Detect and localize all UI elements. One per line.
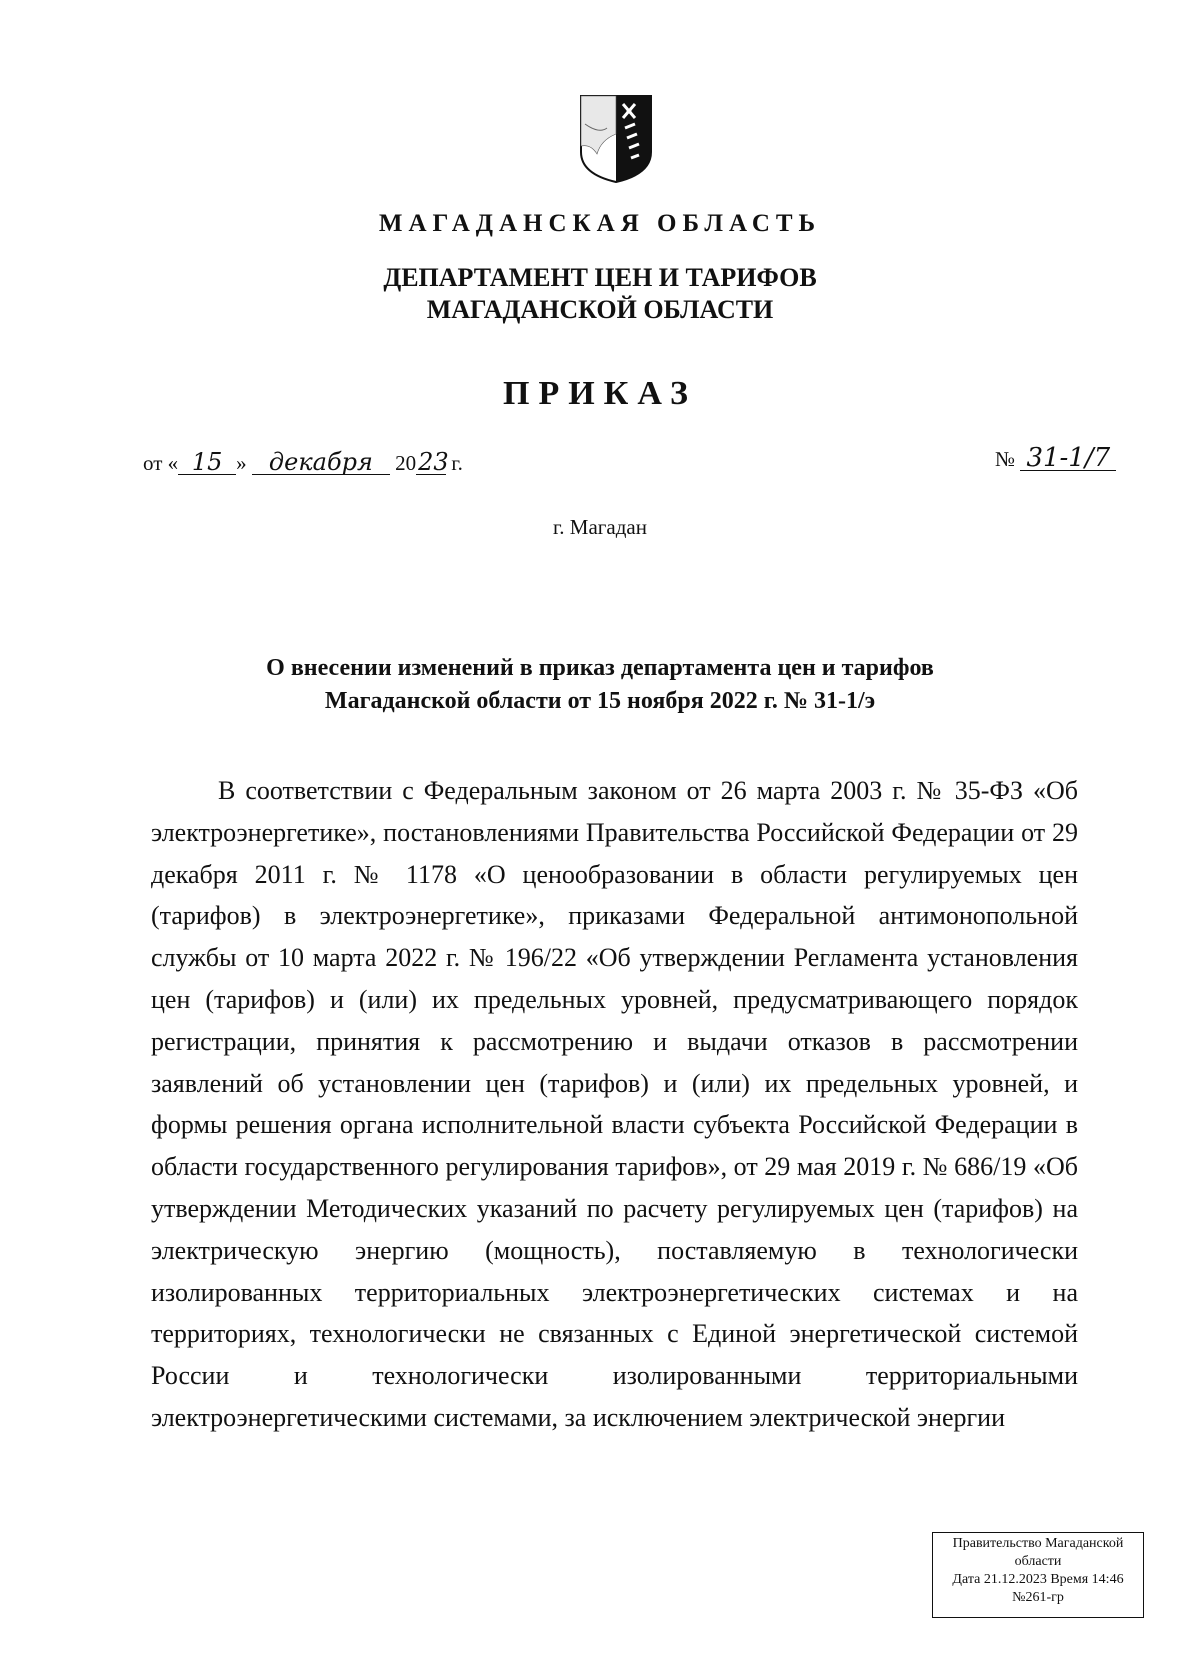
stamp-line-2: области	[1014, 1554, 1062, 1569]
document-type-title: ПРИКАЗ	[503, 375, 697, 412]
subject-line-2: Магаданской области от 15 ноября 2022 г. № 31-1/э	[324, 688, 876, 714]
order-date	[143, 450, 463, 476]
date-year-prefix: 20	[395, 451, 417, 475]
stamp-line-3: Дата 21.12.2023 Время 14:46	[952, 1572, 1124, 1587]
date-close-quote: »	[236, 451, 247, 475]
order-subject	[0, 652, 1200, 718]
stamp-line-4: №261-гр	[1012, 1590, 1064, 1605]
city-label: г. Магадан	[553, 515, 647, 539]
stamp-line-1: Правительство Магаданской	[952, 1536, 1124, 1551]
date-day: 15	[178, 450, 236, 475]
date-year-suffix: 23	[418, 448, 449, 476]
coat-of-arms-icon	[577, 94, 655, 184]
department-line-1: ДЕПАРТАМЕНТ ЦЕН И ТАРИФОВ	[383, 263, 817, 292]
department-line-2: МАГАДАНСКОЙ ОБЛАСТИ	[426, 295, 774, 324]
department-title	[0, 262, 1200, 326]
date-year-unit: г.	[451, 451, 463, 475]
number-label: №	[995, 447, 1016, 471]
order-number	[995, 443, 1116, 473]
date-month: декабря	[252, 450, 390, 475]
number-value: 31-1/7	[1020, 446, 1116, 471]
subject-line-1: О внесении изменений в приказ департамента цен и тарифов	[266, 655, 934, 681]
body-paragraph: В соответствии с Федеральным законом от 26 марта 2003 г. № 35-ФЗ «Об электроэнергетике», постановлениями Правительства Российской Федерации от 29 декабря 2011 г. № 1178 «О ценообразовании в области регулируемых цен (тарифов) в электроэнергетике», приказами Федеральной антимонопольной службы от 10 марта 2022 г. № 196/22 «Об утверждении Регламента установления цен (тарифов) и (или) их предельных уровней, предусматривающего порядок регистрации, принятия к рассмотрению и выдачи отказов в рассмотрении заявлений об установлении цен (тарифов) и (или) их предельных уровней, и формы решения органа исполнительной власти субъекта Российской Федерации в области государственного регулирования тарифов», от 29 мая 2019 г. № 686/19 «Об утверждении Методических указаний по расчету регулируемых цен (тарифов) на электрическую энергию (мощность), поставляемую в технологически изолированных территориальных электроэнергетических системах и на территориях, технологически не связанных с Единой энергетической системой России и технологически изолированными территориальными электроэнергетическими системами, за исключением электрической энергии	[151, 776, 1078, 1432]
registration-stamp	[932, 1532, 1144, 1618]
region-title: МАГАДАНСКАЯ ОБЛАСТЬ	[378, 210, 822, 237]
date-prefix: от «	[143, 451, 179, 475]
